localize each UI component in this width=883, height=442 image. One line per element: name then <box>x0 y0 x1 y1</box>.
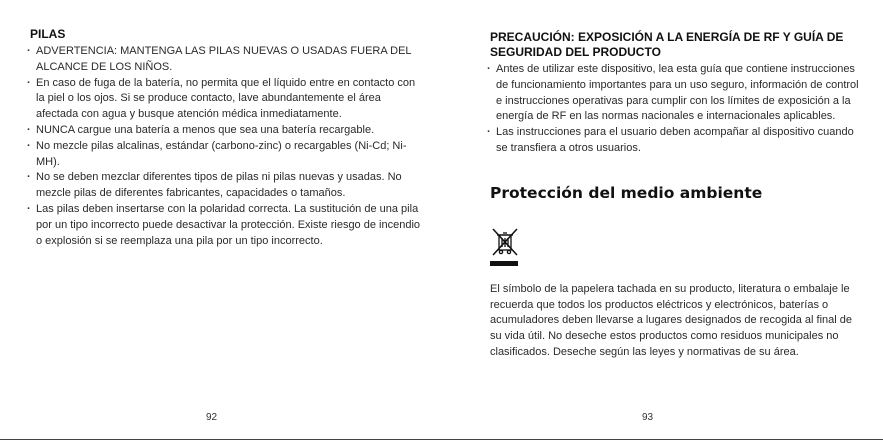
page-number-left: 92 <box>206 412 218 423</box>
list-item: · En caso de fuga de la batería, no permita que el líquido entre en contacto con la piel o los ojos. Si se produce contacto, lave abundantemente el área afectada con agua y busque atención médica inmediatamente. <box>30 76 420 123</box>
right-page <box>441 0 883 442</box>
crossed-out-wheelie-bin-icon <box>490 227 520 266</box>
list-item: · ADVERTENCIA: MANTENGA LAS PILAS NUEVAS O USADAS FUERA DEL ALCANCE DE LOS NIÑOS. <box>30 44 420 76</box>
rf-caution-heading: PRECAUCIÓN: EXPOSICIÓN A LA ENERGÍA DE RF Y GUÍA DE SEGURIDAD DEL PRODUCTO <box>490 30 844 59</box>
list-item: · Antes de utilizar este dispositivo, lea esta guía que contiene instrucciones de funcionamiento importantes para un uso seguro, información de control e instrucciones operativas para cumplir con los límites de exposición a la energía de RF en las normas nacionales e internacionales aplicables. <box>490 62 865 125</box>
list-item: · NUNCA cargue una batería a menos que sea una batería recargable. <box>30 123 420 139</box>
environment-heading: Protección del medio ambiente <box>490 183 763 202</box>
list-item: · Las pilas deben insertarse con la polaridad correcta. La sustitución de una pila por un tipo incorrecto puede desactivar la protección. Existe riesgo de incendio o explosión si se reemplaza una pila por un tipo incorrecto. <box>30 202 420 249</box>
wheelie-bin-svg <box>490 227 520 257</box>
recycle-bar <box>490 261 518 266</box>
left-page <box>0 0 441 442</box>
environment-text: El símbolo de la papelera tachada en su producto, literatura o embalaje le recuerda que todos los productos eléctricos y electrónicos, baterías o acumuladores deben llevarse a lugares designados de recogida al final de su vida útil. No deseche estos productos como residuos municipales no clasificados. Deseche según las leyes y normativas de su área. <box>490 282 853 358</box>
bottom-divider <box>0 439 883 440</box>
left-content <box>30 27 420 249</box>
list-item: · No se deben mezclar diferentes tipos de pilas ni pilas nuevas y usadas. No mezcle pilas de diferentes fabricantes, capacidades o tamaños. <box>30 170 420 202</box>
batteries-heading: PILAS <box>30 27 66 41</box>
right-content <box>490 30 865 361</box>
list-item: · No mezcle pilas alcalinas, estándar (carbono-zinc) o recargables (Ni-Cd; Ni-MH). <box>30 139 420 171</box>
batteries-list <box>30 44 420 249</box>
page-number-right: 93 <box>642 412 654 423</box>
rf-caution-list <box>490 62 865 157</box>
list-item: · Las instrucciones para el usuario deben acompañar al dispositivo cuando se transfiera a otros usuarios. <box>490 125 865 157</box>
